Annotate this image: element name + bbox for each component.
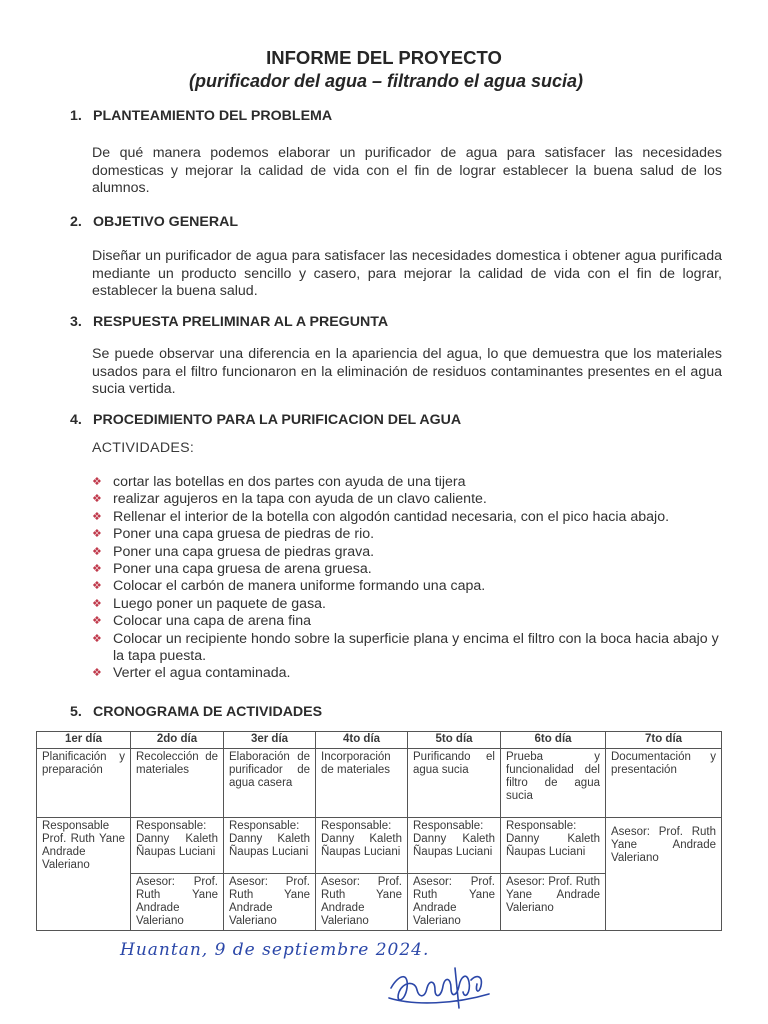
responsable-cell: Responsable: Danny Kaleth Ñaupas Luciani (408, 818, 501, 874)
column-header: 2do día (131, 732, 224, 749)
section-text-problem: De qué manera podemos elaborar un purificador de agua para satisfacer las necesidades domesticas y mejorar la calidad de vida con el fin de lograr establecer la buena salud de los alumnos. (92, 145, 722, 196)
activities-list (92, 474, 727, 683)
list-item: ❖ Colocar el carbón de manera uniforme formando una capa. (92, 578, 486, 595)
diamond-bullet-icon: ❖ (92, 528, 102, 541)
responsable-cell: Responsable: Danny Kaleth Ñaupas Luciani (501, 818, 606, 874)
column-header: 3er día (224, 732, 316, 749)
diamond-bullet-icon: ❖ (92, 493, 102, 506)
column-header: 5to día (408, 732, 501, 749)
section-heading-objective (70, 214, 238, 230)
asesor-cell: Asesor: Prof. Ruth Yane Andrade Valeriano (408, 874, 501, 931)
list-item: ❖ cortar las botellas en dos partes con ayuda de una tijera (92, 474, 466, 490)
section-number: 5. (70, 704, 82, 720)
asesor-cell: Asesor: Prof. Ruth Yane Andrade Valeriano (224, 874, 316, 931)
task-cell: Purificando el agua sucia (408, 749, 501, 818)
diamond-bullet-icon: ❖ (92, 667, 102, 680)
section-heading-procedure (70, 412, 461, 428)
asesor-cell: Asesor: Prof. Ruth Yane Andrade Valeriano (501, 874, 606, 931)
section-title: CRONOGRAMA DE ACTIVIDADES (93, 704, 323, 720)
list-item: ❖ Luego poner un paquete de gasa. (92, 595, 326, 612)
list-item: ❖ Poner una capa gruesa de arena gruesa. (92, 561, 372, 578)
list-item: ❖ Colocar un recipiente hondo sobre la superficie plana y encima el filtro con la boca hacia abajo y la tapa puesta. (92, 630, 719, 665)
task-cell: Prueba y funcionalidad del filtro de agua sucia (501, 749, 606, 818)
section-number: 1. (70, 108, 82, 124)
diamond-bullet-icon: ❖ (92, 510, 102, 523)
diamond-bullet-icon: ❖ (92, 615, 102, 628)
asesor-cell: Asesor: Prof. Ruth Yane Andrade Valeriano (316, 874, 408, 931)
column-header: 4to día (316, 732, 408, 749)
place-date-handwritten: Huantan, 9 de septiembre 2024. (120, 940, 430, 960)
diamond-bullet-icon: ❖ (92, 632, 102, 645)
section-number: 2. (70, 214, 82, 230)
section-heading-schedule (70, 704, 322, 720)
diamond-bullet-icon: ❖ (92, 597, 102, 610)
task-cell: Planificación y preparación (37, 749, 131, 818)
section-number: 3. (70, 314, 82, 330)
activities-label: ACTIVIDADES: (92, 440, 195, 456)
responsable-cell: Responsable Prof. Ruth Yane Andrade Valeriano (37, 818, 131, 931)
list-item: ❖ Poner una capa gruesa de piedras grava. (92, 543, 375, 560)
section-title: PROCEDIMIENTO PARA LA PURIFICACION DEL AGUA (93, 412, 462, 428)
task-cell: Elaboración de purificador de agua casera (224, 749, 316, 818)
list-item: ❖ Poner una capa gruesa de piedras de rio. (92, 526, 375, 543)
table-row (37, 818, 722, 874)
list-item: ❖ Colocar una capa de arena fina (92, 613, 311, 630)
diamond-bullet-icon: ❖ (92, 476, 102, 488)
responsable-cell: Responsable: Danny Kaleth Ñaupas Luciani (131, 818, 224, 874)
section-title: PLANTEAMIENTO DEL PROBLEMA (93, 108, 333, 124)
list-item: ❖ realizar agujeros en la tapa con ayuda de un clavo caliente. (92, 491, 487, 508)
schedule-table (36, 731, 722, 931)
asesor-cell: Asesor: Prof. Ruth Yane Andrade Valeriano (606, 818, 722, 931)
table-row (37, 749, 722, 818)
diamond-bullet-icon: ❖ (92, 545, 102, 558)
column-header: 1er día (37, 732, 131, 749)
task-cell: Incorporación de materiales (316, 749, 408, 818)
section-heading-answer (70, 314, 388, 330)
asesor-cell: Asesor: Prof. Ruth Yane Andrade Valeriano (131, 874, 224, 931)
document-subtitle: (purificador del agua – filtrando el agua sucia) (188, 71, 584, 91)
table-header-row (37, 732, 722, 749)
responsable-cell: Responsable: Danny Kaleth Ñaupas Luciani (316, 818, 408, 874)
signature-icon (385, 958, 495, 1014)
section-text-answer: Se puede observar una diferencia en la apariencia del agua, lo que demuestra que los materiales usados para el filtro funcionaron en la eliminación de residuos contaminantes presentes en el agua sucia vertida. (92, 346, 722, 397)
task-cell: Recolección de materiales (131, 749, 224, 818)
task-cell: Documentación y presentación (606, 749, 722, 818)
section-text-objective: Diseñar un purificador de agua para satisfacer las necesidades domestica i obtener agua purificada mediante un producto sencillo y casero, para mejorar la calidad de vida con el fin de lograr, establecer la buena salud. (92, 248, 722, 299)
section-title: RESPUESTA PRELIMINAR AL A PREGUNTA (93, 314, 389, 330)
section-number: 4. (70, 412, 82, 428)
column-header: 7to día (606, 732, 722, 749)
list-item: ❖ Rellenar el interior de la botella con algodón cantidad necesaria, con el pico hacia abajo. (92, 508, 670, 525)
section-heading-problem (70, 108, 332, 124)
column-header: 6to día (501, 732, 606, 749)
responsable-cell: Responsable: Danny Kaleth Ñaupas Luciani (224, 818, 316, 874)
list-item: ❖ Verter el agua contaminada. (92, 665, 291, 682)
document-title: INFORME DEL PROYECTO (266, 47, 502, 68)
diamond-bullet-icon: ❖ (92, 563, 102, 576)
section-title: OBJETIVO GENERAL (93, 214, 239, 230)
diamond-bullet-icon: ❖ (92, 580, 102, 593)
